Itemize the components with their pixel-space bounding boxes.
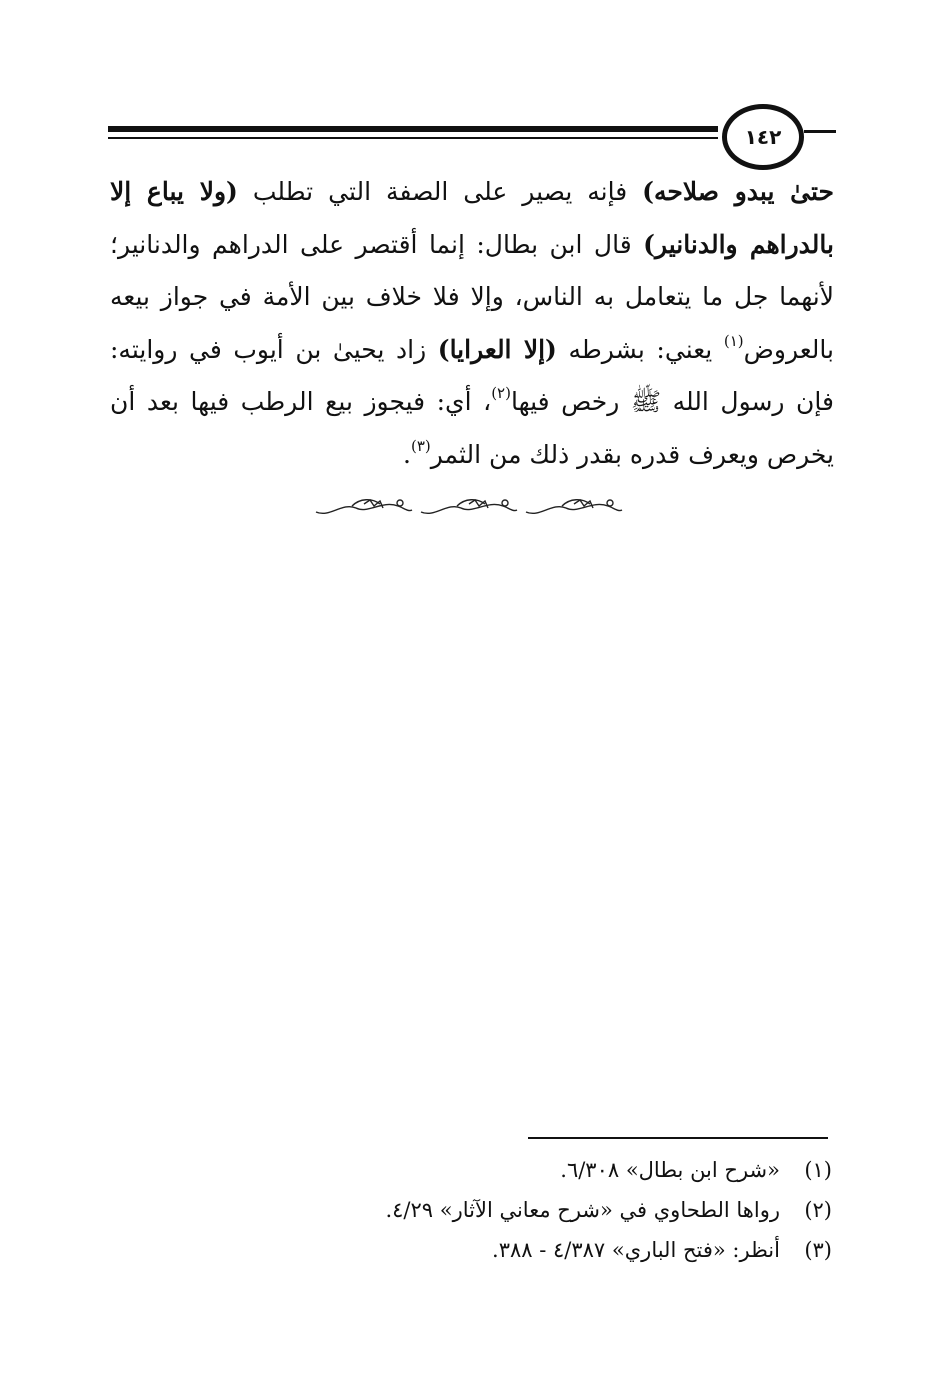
text-run: قال ابن بطال: إنما أقتصر على الدراهم والدنانير؛ لأنهما جل ما يتعامل به الناس، وإلا فلا خلاف بين الأمة في جواز بيعه بالعروض: [110, 229, 834, 364]
header-rule-tail: [804, 130, 836, 133]
footnote-text: أنظر: «فتح الباري» ٤/٣٨٧ - ٣٨٨.: [492, 1238, 780, 1262]
footnote-text: رواها الطحاوي في «شرح معاني الآثار» ٤/٢٩.: [385, 1198, 780, 1222]
text-run: زاد يحيىٰ بن أيوب في روايته: فإن رسول الله ﷺ رخص فيها: [110, 334, 834, 416]
main-text: [110, 166, 834, 481]
section-divider-ornament: [312, 490, 627, 524]
bold-quote: (إلا العرايا): [437, 334, 557, 364]
text-run: .: [403, 439, 411, 469]
text-run: ، أي: فيجوز بيع الرطب فيها بعد أن يخرص ويعرف قدره بقدر ذلك من الثمر: [110, 387, 834, 469]
page-number: ١٤٢: [722, 104, 804, 170]
footnote-ref-1[interactable]: (١): [723, 331, 744, 350]
text-run: فإنه يصير على الصفة التي تطلب: [237, 177, 643, 206]
bold-quote: حتىٰ يبدو صلاحه): [642, 177, 834, 206]
footnote-ref-2[interactable]: (٢): [491, 384, 511, 402]
footnote-item: [200, 1230, 832, 1270]
page-header: [108, 100, 838, 164]
footnotes: [200, 1150, 832, 1270]
footnote-item: [200, 1190, 832, 1230]
text-run: يعني: بشرطه: [556, 334, 724, 364]
footnote-number: (٢): [804, 1198, 832, 1222]
footnote-number: (٣): [804, 1238, 832, 1262]
header-rule-thin: [108, 137, 718, 139]
footnote-number: (١): [804, 1158, 832, 1182]
header-rule-thick: [108, 126, 718, 132]
footnote-ref-3[interactable]: (٣): [410, 436, 431, 455]
footnote-separator: [528, 1137, 828, 1139]
bold-quote: (ولا يباع إلا بالدراهم والدنانير): [110, 177, 834, 259]
footnote-item: [200, 1150, 832, 1190]
footnote-text: «شرح ابن بطال» ٦/٣٠٨.: [560, 1158, 780, 1182]
